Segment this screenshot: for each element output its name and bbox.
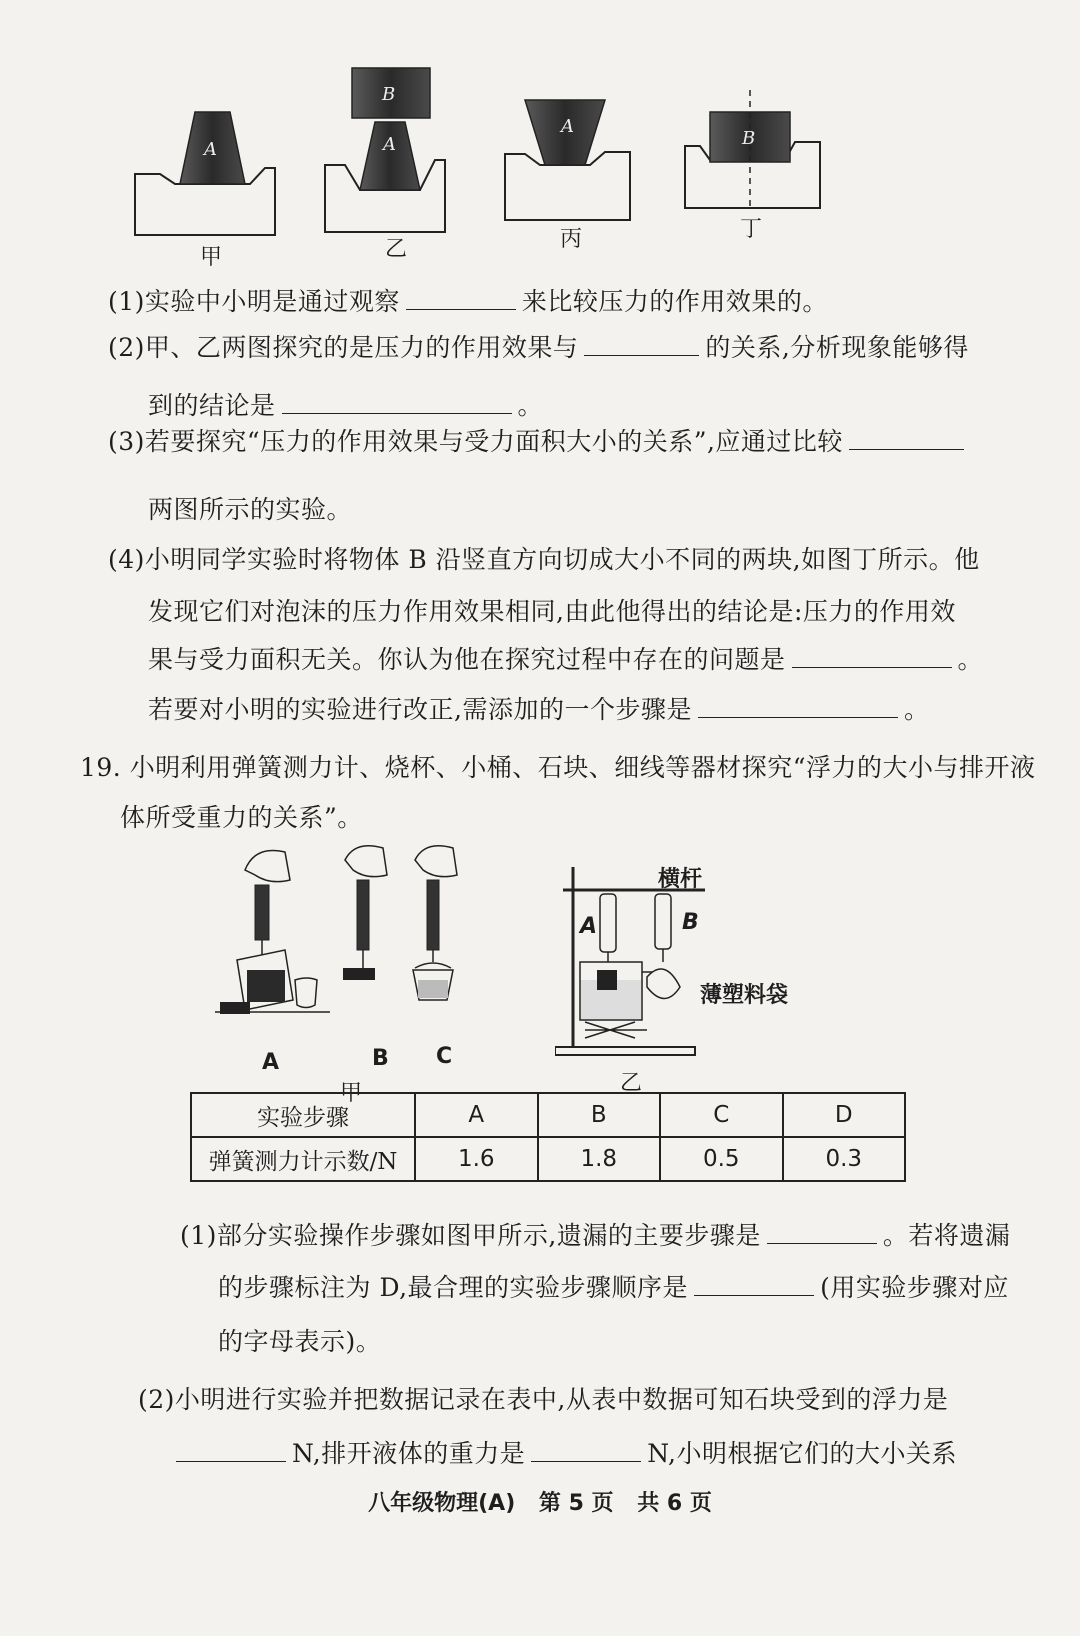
- step-b-label: B: [372, 1046, 389, 1071]
- q18-part3: (3)若要探究“压力的作用效果与受力面积大小的关系”,应通过比较: [108, 422, 970, 458]
- step-c-label: C: [436, 1044, 453, 1069]
- q19-part1: (1)部分实验操作步骤如图甲所示,遗漏的主要步骤是 。若将遗漏: [180, 1221, 1011, 1250]
- fig-label-jia: 甲: [200, 245, 223, 270]
- q18-part4-cont2: 果与受力面积无关。你认为他在探究过程中存在的问题是 。: [148, 645, 984, 674]
- table-value: 1.6: [415, 1137, 538, 1181]
- q19-title: 19. 小明利用弹簧测力计、烧杯、小桶、石块、细线等器材探究“浮力的大小与排开液: [80, 753, 1036, 782]
- block-b-label: B: [382, 84, 396, 105]
- table-row: [191, 1137, 905, 1181]
- block-a-label: A: [204, 139, 217, 160]
- table-header-label: 实验步骤: [191, 1093, 415, 1137]
- footer-subject: 八年级物理(A): [368, 1491, 516, 1516]
- pressure-figure: [120, 60, 880, 270]
- step-a-label: A: [262, 1050, 280, 1075]
- table-value: 0.3: [783, 1137, 906, 1181]
- table-step: B: [538, 1093, 661, 1137]
- footer-page: 第 5 页: [538, 1491, 614, 1516]
- table-step: A: [415, 1093, 538, 1137]
- q19-part2: (2)小明进行实验并把数据记录在表中,从表中数据可知石块受到的浮力是: [138, 1385, 949, 1414]
- table-value: 0.5: [660, 1137, 783, 1181]
- q18-part2-cont: 到的结论是 。: [148, 391, 544, 420]
- plastic-bag-label: 薄塑料袋: [700, 983, 789, 1008]
- step-c-apparatus: [413, 846, 457, 1000]
- q19-title-cont: 体所受重力的关系”。: [120, 803, 363, 832]
- buoyancy-figure-yi: [555, 862, 755, 1062]
- fig-label-jia-2: 甲: [340, 1081, 363, 1106]
- q19-part1-cont2: 的字母表示)。: [218, 1327, 382, 1356]
- fig-label-ding: 丁: [740, 217, 763, 242]
- q18-part4-cont1: 发现它们对泡沫的压力作用效果相同,由此他得出的结论是:压力的作用效: [148, 597, 956, 626]
- data-table: [190, 1092, 906, 1182]
- scale-b-label: B: [682, 910, 699, 935]
- footer-total: 共 6 页: [637, 1491, 712, 1516]
- table-row-label: 弹簧测力计示数/N: [191, 1137, 415, 1181]
- q19-part2-cont: N,排开液体的重力是 N,小明根据它们的大小关系: [170, 1434, 957, 1470]
- buoyancy-figure-jia: [215, 840, 485, 1070]
- setup-yi: [325, 68, 445, 232]
- q18-part4-cont3: 若要对小明的实验进行改正,需添加的一个步骤是 。: [148, 695, 930, 724]
- table-value: 1.8: [538, 1137, 661, 1181]
- block-a-label: A: [383, 134, 396, 155]
- fig-label-yi-2: 乙: [620, 1071, 643, 1096]
- crossbar-label: 横杆: [658, 867, 703, 892]
- table-step: C: [660, 1093, 783, 1137]
- q18-part2: (2)甲、乙两图探究的是压力的作用效果与 的关系,分析现象能够得: [108, 333, 969, 362]
- q18-part4: (4)小明同学实验时将物体 B 沿竖直方向切成大小不同的两块,如图丁所示。他: [108, 545, 980, 574]
- page-footer: [0, 1486, 1080, 1517]
- q18-part3-cont: 两图所示的实验。: [148, 495, 353, 524]
- step-a-apparatus: [215, 850, 330, 1014]
- step-b-apparatus: [343, 846, 387, 980]
- setup-bing: [505, 100, 630, 220]
- fig-label-bing: 丙: [560, 227, 583, 252]
- fig-label-yi: 乙: [385, 237, 408, 262]
- block-b-label: B: [742, 128, 756, 149]
- q18-part1: (1)实验中小明是通过观察 来比较压力的作用效果的。: [108, 287, 828, 316]
- q19-part1-cont1: 的步骤标注为 D,最合理的实验步骤顺序是 (用实验步骤对应: [218, 1273, 1009, 1302]
- scale-a-label: A: [580, 914, 598, 939]
- setup-ding: [685, 90, 820, 210]
- table-step: D: [783, 1093, 906, 1137]
- block-a-label: A: [561, 116, 574, 137]
- setup-jia: [135, 112, 275, 235]
- table-header-row: [191, 1093, 905, 1137]
